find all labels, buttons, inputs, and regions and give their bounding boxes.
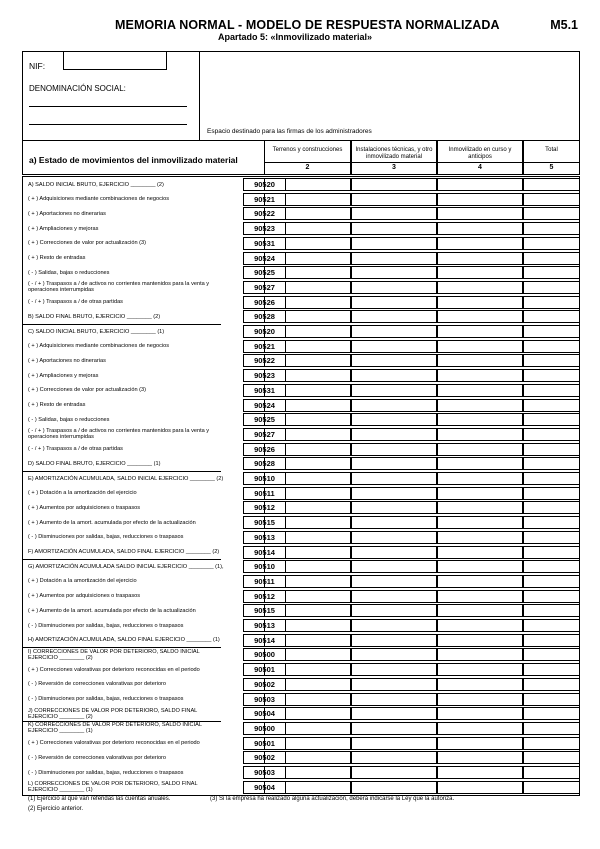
row-code: 90510 xyxy=(243,472,286,485)
row-code: 90500 xyxy=(243,722,286,735)
row-label: G) AMORTIZACIÓN ACUMULADA SALDO INICIAL EJERCICIO ________ (1), xyxy=(28,563,224,570)
row-label: E) AMORTIZACIÓN ACUMULADA, SALDO INICIAL EJERCICIO ________ (2) xyxy=(28,475,224,482)
row-label: ( - / + ) Traspasos a / de otras partidas xyxy=(28,446,123,453)
denominacion-field-line-1[interactable] xyxy=(29,106,187,107)
row-code: 90526 xyxy=(243,443,286,456)
column-header-3 xyxy=(351,141,437,175)
row-code: 90524 xyxy=(243,252,286,265)
column-number: 4 xyxy=(438,162,522,173)
row-label: ( - ) Disminuciones por salidas, bajas, reducciones o traspasos xyxy=(28,696,184,702)
row-code: 90520 xyxy=(243,178,286,191)
row-code: 90527 xyxy=(243,428,286,441)
row-code: 90511 xyxy=(243,575,286,588)
column-header-label: Inmovilizado en curso y anticipos xyxy=(448,147,512,160)
row-label: ( + ) Ampliaciones y mejoras xyxy=(28,225,99,232)
row-code: 90528 xyxy=(243,457,286,470)
row-code: 90513 xyxy=(243,619,286,632)
row-label: ( - ) Disminuciones por salidas, bajas, reducciones o traspasos xyxy=(28,534,184,541)
row-code: 90501 xyxy=(243,737,286,750)
row-label: F) AMORTIZACIÓN ACUMULADA, SALDO FINAL EJERCICIO ________ (2) xyxy=(28,549,220,555)
row-label: B) SALDO FINAL BRUTO, EJERCICIO ________ (2) xyxy=(28,313,161,320)
row-code: 90504 xyxy=(243,707,286,720)
row-code: 90500 xyxy=(243,648,286,661)
group-divider xyxy=(22,721,221,722)
row-label: ( + ) Correcciones de valor por actualización (3) xyxy=(28,387,146,394)
column-header-label: Total xyxy=(545,147,558,153)
row-code: 90502 xyxy=(243,678,286,691)
row-label: C) SALDO INICIAL BRUTO, EJERCICIO ________ (1) xyxy=(28,328,165,335)
identification-box xyxy=(22,51,580,141)
column-header-5 xyxy=(523,141,580,175)
row-label: ( + ) Resto de entradas xyxy=(28,402,86,408)
row-code: 90523 xyxy=(243,222,286,235)
column-header-2 xyxy=(264,141,351,175)
column-header-label: Instalaciones técnicas, y otro inmovilizado material xyxy=(355,147,433,160)
row-code: 90504 xyxy=(243,781,286,794)
column-header-4 xyxy=(437,141,523,175)
page-title: MEMORIA NORMAL - MODELO DE RESPUESTA NORMALIZADA xyxy=(115,18,500,32)
row-code: 90511 xyxy=(243,487,286,500)
column-number: 5 xyxy=(524,162,579,173)
row-code: 90521 xyxy=(243,193,286,206)
row-label: ( + ) Correcciones de valor por actualización (3) xyxy=(28,240,146,247)
form-code: M5.1 xyxy=(550,18,578,32)
denominacion-field-line-2[interactable] xyxy=(29,124,187,125)
row-code: 90503 xyxy=(243,693,286,706)
row-label: ( + ) Adquisiciones mediante combinaciones de negocios xyxy=(28,343,170,350)
group-divider xyxy=(22,647,221,648)
row-label: ( - ) Reversión de correcciones valorativas por deterioro xyxy=(28,681,167,688)
row-code: 90523 xyxy=(243,369,286,382)
footnote-3: (3) Si la empresa ha realizado alguna actualización, deberá indicarse la Ley que la autoriza. xyxy=(210,796,455,802)
row-label: ( - ) Disminuciones por salidas, bajas, reducciones o traspasos xyxy=(28,769,184,776)
row-code: 90526 xyxy=(243,296,286,309)
denominacion-label: DENOMINACIÓN SOCIAL: xyxy=(29,84,126,93)
row-code: 90514 xyxy=(243,546,286,559)
row-code: 90515 xyxy=(243,604,286,617)
row-label: ( + ) Ampliaciones y mejoras xyxy=(28,372,99,379)
group-divider xyxy=(22,471,221,472)
row-code: 90521 xyxy=(243,340,286,353)
nif-field[interactable] xyxy=(63,52,167,70)
section-title-box xyxy=(22,141,264,175)
row-code: 90520 xyxy=(243,325,286,338)
group-divider xyxy=(22,559,221,560)
table-frame xyxy=(22,176,580,796)
row-code: 90524 xyxy=(243,399,286,412)
row-label: K) CORRECCIONES DE VALOR POR DETERIORO, SALDO INICIAL EJERCICIO ________ (1) xyxy=(28,722,202,735)
row-label: H) AMORTIZACIÓN ACUMULADA, SALDO FINAL EJERCICIO ________ (1) xyxy=(28,637,220,644)
page-subtitle: Apartado 5: «Inmovilizado material» xyxy=(218,32,373,42)
row-code: 90512 xyxy=(243,501,286,514)
section-title: a) Estado de movimientos del inmovilizado material xyxy=(29,155,238,165)
row-label: ( - / + ) Traspasos a / de otras partidas xyxy=(28,299,123,306)
row-label: ( + ) Aumentos por adquisiciones o traspasos xyxy=(28,504,141,511)
row-label: ( + ) Aumento de la amort. acumulada por efecto de la actualización xyxy=(28,607,196,614)
row-label: ( - ) Disminuciones por salidas, bajas, reducciones o traspasos xyxy=(28,622,184,629)
row-label: A) SALDO INICIAL BRUTO, EJERCICIO ________ (2) xyxy=(28,181,164,188)
row-code: 90528 xyxy=(243,310,286,323)
row-label: ( - ) Salidas, bajas o reducciones xyxy=(28,269,110,276)
footnote-2: (2) Ejercicio anterior. xyxy=(28,806,84,812)
row-label: ( - / + ) Traspasos a / de activos no corrientes mantenidos para la venta y operaciones interrumpidas xyxy=(28,428,210,441)
group-divider xyxy=(22,324,221,325)
company-data-panel xyxy=(23,52,200,140)
row-label: ( - ) Reversión de correcciones valorativas por deterioro xyxy=(28,754,167,761)
row-code: 90525 xyxy=(243,413,286,426)
column-header-label: Terrenos y construcciones xyxy=(272,147,343,153)
row-code: 90527 xyxy=(243,281,286,294)
row-label: ( - ) Salidas, bajas o reducciones xyxy=(28,416,110,423)
row-label: ( + ) Adquisiciones mediante combinaciones de negocios xyxy=(28,196,170,203)
row-label: ( + ) Correcciones valorativas por deterioro reconocidas en el periodo xyxy=(28,740,200,747)
row-code: 90513 xyxy=(243,531,286,544)
row-label: ( + ) Resto de entradas xyxy=(28,255,86,261)
row-code: 90531 xyxy=(243,384,286,397)
row-label: ( + ) Aumentos por adquisiciones o traspasos xyxy=(28,593,141,600)
row-label: ( + ) Dotación a la amortización del ejercicio xyxy=(28,490,137,497)
row-label: ( + ) Dotación a la amortización del ejercicio xyxy=(28,578,137,585)
row-label: L) CORRECCIONES DE VALOR POR DETERIORO, SALDO FINAL EJERCICIO ________ (1) xyxy=(28,781,198,794)
signature-area-label: Espacio destinado para las firmas de los administradores xyxy=(207,128,372,135)
row-code: 90501 xyxy=(243,663,286,676)
row-label: ( - / + ) Traspasos a / de activos no corrientes mantenidos para la venta y operaciones interrumpidas xyxy=(28,281,210,294)
column-number: 3 xyxy=(352,162,436,173)
row-code: 90522 xyxy=(243,354,286,367)
row-label: ( + ) Aportaciones no dinerarias xyxy=(28,210,106,217)
row-code: 90510 xyxy=(243,560,286,573)
row-code: 90531 xyxy=(243,237,286,250)
row-code: 90503 xyxy=(243,766,286,779)
row-label: D) SALDO FINAL BRUTO, EJERCICIO ________ (1) xyxy=(28,460,161,467)
row-label: ( + ) Correcciones valorativas por deterioro reconocidas en el periodo xyxy=(28,666,200,673)
footnote-1: (1) Ejercicio al que van referidas las cuentas anuales. xyxy=(28,796,171,802)
row-label: I) CORRECCIONES DE VALOR POR DETERIORO, SALDO INICIAL EJERCICIO ________ (2) xyxy=(28,648,200,661)
row-code: 90522 xyxy=(243,207,286,220)
row-code: 90514 xyxy=(243,634,286,647)
row-code: 90512 xyxy=(243,590,286,603)
row-label: ( + ) Aportaciones no dinerarias xyxy=(28,357,106,364)
nif-label: NIF: xyxy=(29,61,46,71)
row-label: J) CORRECCIONES DE VALOR POR DETERIORO, SALDO FINAL EJERCICIO ________ (2) xyxy=(28,707,198,720)
row-label: ( + ) Aumento de la amort. acumulada por efecto de la actualización xyxy=(28,519,196,526)
column-number: 2 xyxy=(265,162,350,173)
row-code: 90525 xyxy=(243,266,286,279)
row-code: 90515 xyxy=(243,516,286,529)
row-code: 90502 xyxy=(243,751,286,764)
